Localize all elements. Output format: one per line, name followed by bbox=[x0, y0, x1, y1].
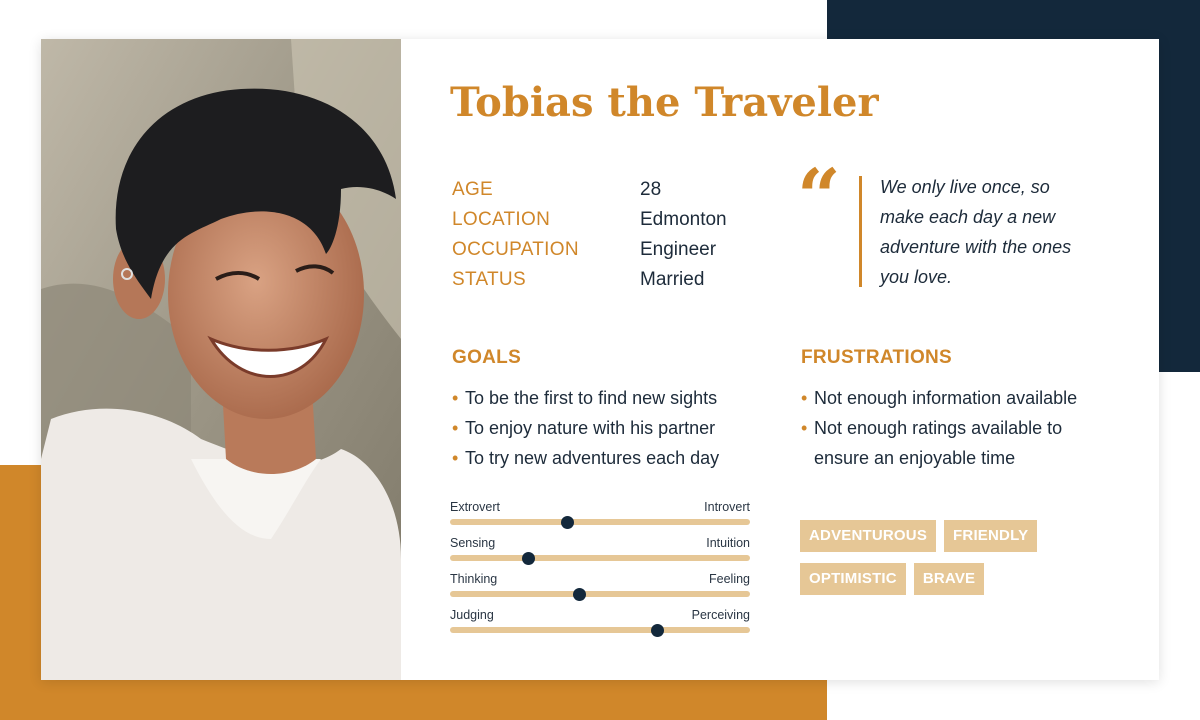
trait-tag: FRIENDLY bbox=[944, 520, 1037, 552]
slider-left-label: Sensing bbox=[450, 536, 496, 550]
persona-quote: We only live once, so make each day a new adventure with the ones you love. bbox=[880, 177, 1072, 287]
slider-knob bbox=[651, 624, 664, 637]
slider-track bbox=[450, 555, 750, 561]
persona-photo bbox=[41, 39, 401, 680]
fact-value: Married bbox=[640, 269, 705, 290]
frustrations-title: FRUSTRATIONS bbox=[801, 347, 953, 368]
slider-knob bbox=[573, 588, 586, 601]
slider-track bbox=[450, 627, 750, 633]
fact-row-status bbox=[452, 265, 727, 295]
slider-knob bbox=[561, 516, 574, 529]
slider-left-label: Extrovert bbox=[450, 500, 501, 514]
slider-left-label: Judging bbox=[450, 608, 494, 622]
fact-label: OCCUPATION bbox=[452, 239, 579, 260]
persona-card bbox=[41, 39, 1159, 680]
fact-label: AGE bbox=[452, 179, 494, 200]
slider-sensing-intuition bbox=[450, 536, 750, 572]
quote-divider bbox=[859, 176, 862, 287]
goals-title: GOALS bbox=[452, 347, 522, 368]
portrait-image bbox=[41, 39, 401, 680]
goal-item: • To try new adventures each day bbox=[452, 443, 772, 473]
fact-row-occupation bbox=[452, 235, 727, 265]
frustration-item: • Not enough ratings available to ensure an enjoyable time bbox=[801, 413, 1121, 473]
slider-right-label: Feeling bbox=[709, 572, 750, 586]
goal-item: • To be the first to find new sights bbox=[452, 383, 772, 413]
quote-mark-icon: “ bbox=[797, 152, 841, 241]
fact-label: STATUS bbox=[452, 269, 526, 290]
fact-label: LOCATION bbox=[452, 209, 551, 230]
trait-tag: OPTIMISTIC bbox=[800, 563, 906, 595]
slider-track bbox=[450, 519, 750, 525]
goals-list bbox=[452, 383, 772, 473]
goal-item: • To enjoy nature with his partner bbox=[452, 413, 772, 443]
personality-sliders bbox=[450, 500, 750, 644]
slider-left-label: Thinking bbox=[450, 572, 498, 586]
fact-value: Engineer bbox=[640, 239, 717, 260]
slider-extrovert-introvert bbox=[450, 500, 750, 536]
trait-tag: BRAVE bbox=[914, 563, 984, 595]
persona-name: Tobias the Traveler bbox=[450, 79, 879, 126]
fact-value: 28 bbox=[640, 179, 662, 200]
slider-right-label: Introvert bbox=[704, 500, 750, 514]
slider-right-label: Intuition bbox=[706, 536, 750, 550]
persona-facts bbox=[452, 175, 727, 295]
slider-thinking-feeling bbox=[450, 572, 750, 608]
slider-knob bbox=[522, 552, 535, 565]
slider-right-label: Perceiving bbox=[691, 608, 750, 622]
fact-row-location bbox=[452, 205, 727, 235]
frustration-item: • Not enough information available bbox=[801, 383, 1121, 413]
fact-row-age bbox=[452, 175, 727, 205]
frustrations-list bbox=[801, 383, 1121, 473]
slider-judging-perceiving bbox=[450, 608, 750, 644]
fact-value: Edmonton bbox=[640, 209, 727, 230]
trait-tag: ADVENTUROUS bbox=[800, 520, 936, 552]
personality-traits bbox=[800, 520, 1100, 606]
slider-track bbox=[450, 591, 750, 597]
